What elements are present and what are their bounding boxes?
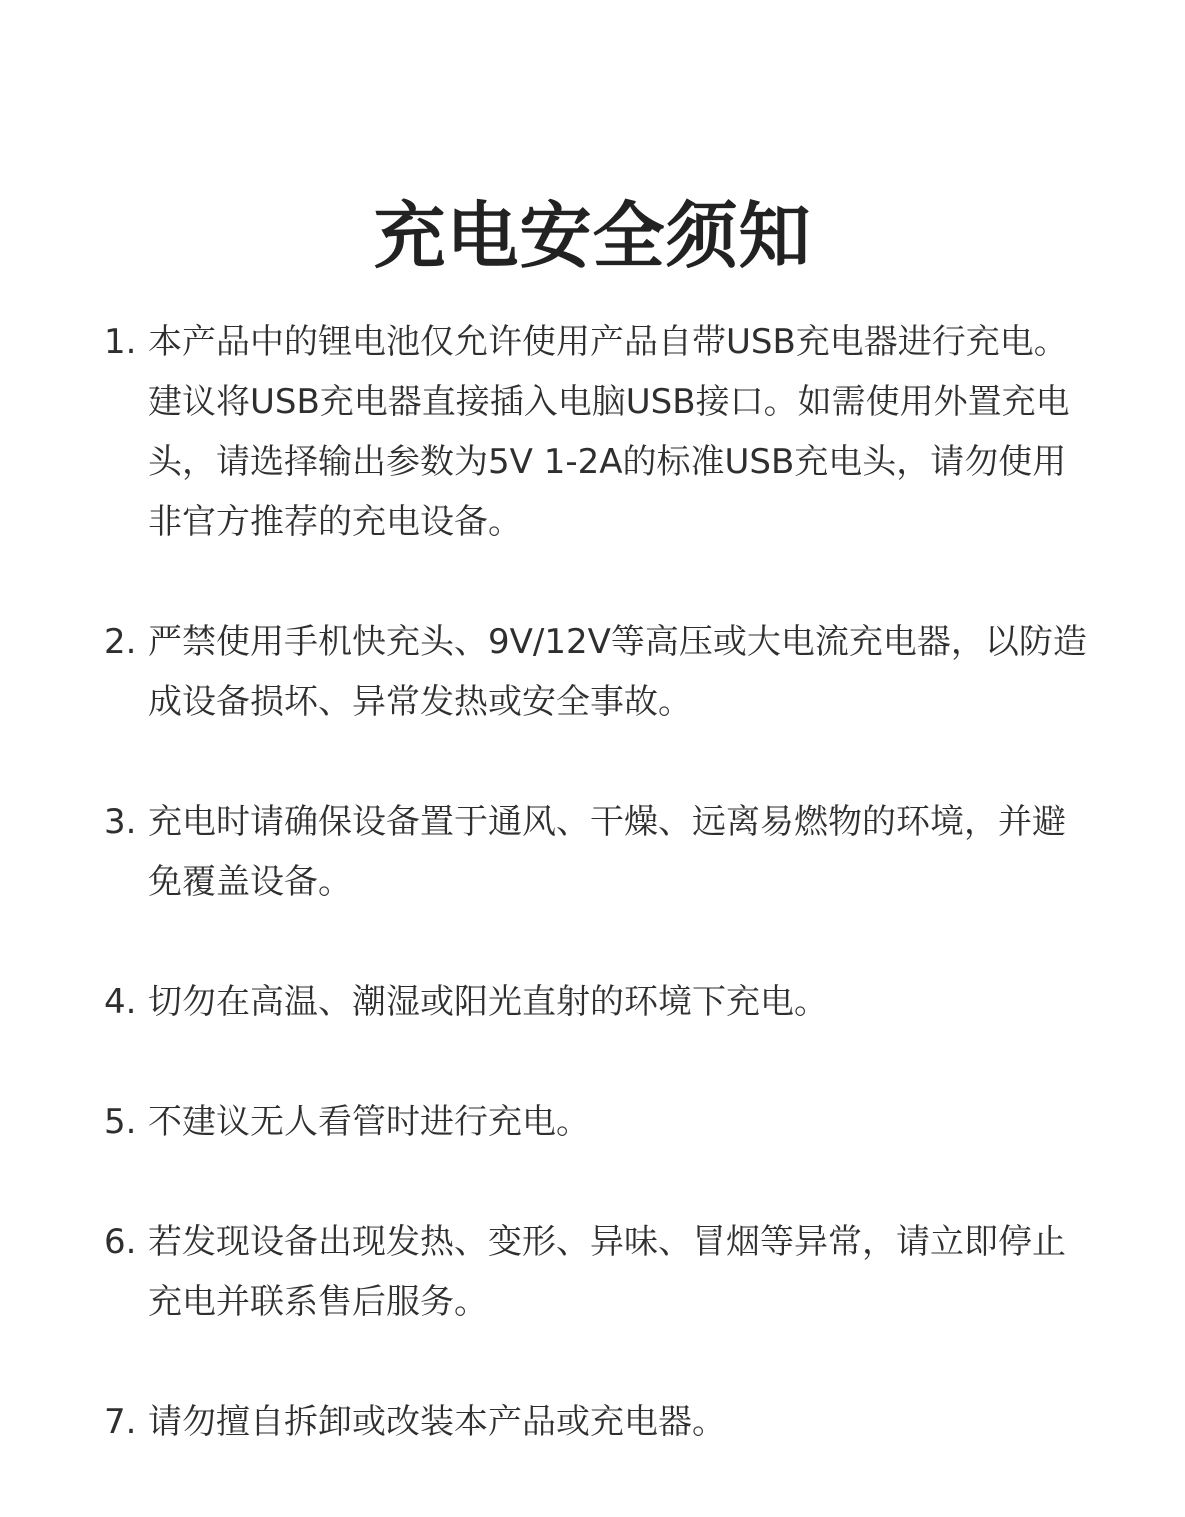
list-item: [104, 972, 1099, 1032]
list-item-number: 3.: [104, 802, 137, 842]
list-item-number: 6.: [104, 1222, 137, 1262]
list-item: [104, 1092, 1099, 1152]
list-item: [104, 1392, 1099, 1452]
list-item: [104, 1212, 1099, 1332]
list-item-number: 5.: [104, 1102, 137, 1142]
list-item-text: 若发现设备出现发热、变形、异味、冒烟等异常，请立即停止充电并联系售后服务。: [148, 1222, 1066, 1322]
list-item-text: 本产品中的锂电池仅允许使用产品自带USB充电器进行充电。建议将USB充电器直接插入电脑USB接口。如需使用外置充电头，请选择输出参数为5V 1-2A的标准USB充电头，请勿使用非官方推荐的充电设备。: [148, 322, 1070, 542]
list-item-text: 请勿擅自拆卸或改装本产品或充电器。: [148, 1402, 726, 1442]
list-item-number: 2.: [104, 622, 137, 662]
list-item: [104, 612, 1099, 732]
list-item: [104, 792, 1099, 912]
list-item-text: 严禁使用手机快充头、9V/12V等高压或大电流充电器，以防造成设备损坏、异常发热或安全事故。: [148, 622, 1087, 722]
list-item-number: 7.: [104, 1402, 137, 1442]
page-title: 充电安全须知: [373, 194, 812, 279]
list-item-number: 1.: [104, 322, 137, 362]
list-item-text: 充电时请确保设备置于通风、干燥、远离易燃物的环境，并避免覆盖设备。: [148, 802, 1066, 902]
list-item-number: 4.: [104, 982, 137, 1022]
safety-notice-list: [104, 312, 1099, 1452]
list-item-text: 不建议无人看管时进行充电。: [148, 1102, 590, 1142]
list-item-text: 切勿在高温、潮湿或阳光直射的环境下充电。: [148, 982, 828, 1022]
list-item: [104, 312, 1099, 552]
